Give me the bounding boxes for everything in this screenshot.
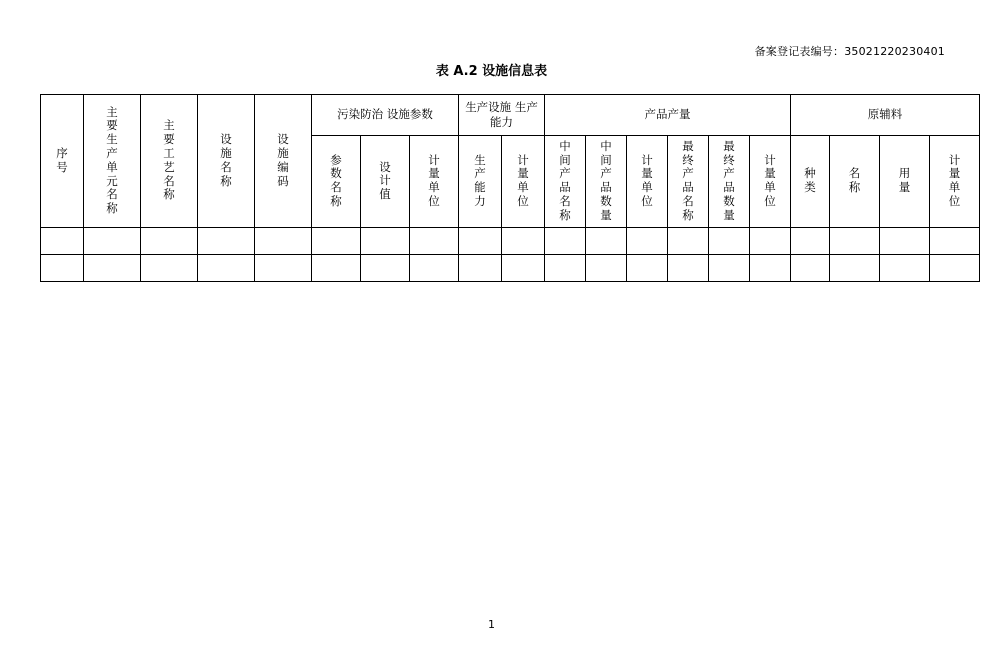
header-cell-final-product-quantity (709, 135, 750, 227)
char: 计 (517, 152, 529, 167)
header-cell-facility-name (198, 95, 255, 228)
header-cell-unit-pollution (410, 135, 459, 227)
char: 生 (474, 152, 486, 167)
char: 位 (641, 194, 653, 209)
char: 计 (379, 173, 391, 188)
char: 量 (898, 180, 911, 195)
char: 位 (428, 194, 440, 209)
char: 称 (330, 194, 342, 209)
header-group-production-facility-capacity (459, 95, 545, 136)
char: 称 (559, 207, 571, 222)
char: 设 (379, 159, 391, 174)
header-group-raw-materials (791, 95, 980, 136)
char: 数 (600, 194, 612, 209)
char: 品 (600, 180, 612, 195)
cell-intermediate-product-quantity[interactable] (586, 227, 627, 254)
cell-unit-pollution[interactable] (410, 227, 459, 254)
header-cell-intermediate-product-name (545, 135, 586, 227)
char: 间 (600, 152, 612, 167)
cell-design-value[interactable] (361, 227, 410, 254)
header-cell-unit-intermediate (627, 135, 668, 227)
table-header-group-row (41, 95, 980, 136)
cell-facility-name[interactable] (198, 254, 255, 281)
char: 要 (163, 132, 175, 147)
cell-parameter-name[interactable] (312, 227, 361, 254)
cell-unit-final[interactable] (750, 254, 791, 281)
cell-final-product-quantity[interactable] (709, 227, 750, 254)
header-cell-facility-code (255, 95, 312, 228)
char: 名 (106, 187, 118, 202)
group-label-line1: 生产设施 (465, 100, 512, 114)
char: 数 (723, 194, 735, 209)
char: 称 (220, 173, 232, 188)
header-cell-material-name (830, 135, 880, 227)
header-cell-intermediate-product-quantity (586, 135, 627, 227)
cell-material-usage[interactable] (880, 227, 930, 254)
cell-material-name[interactable] (830, 254, 880, 281)
char: 中 (559, 138, 571, 153)
cell-facility-code[interactable] (255, 254, 312, 281)
cell-final-product-quantity[interactable] (709, 254, 750, 281)
table-row[interactable] (41, 254, 980, 281)
cell-unit-capacity[interactable] (502, 254, 545, 281)
char: 量 (948, 166, 961, 181)
char: 位 (948, 194, 961, 209)
char: 施 (277, 146, 289, 161)
cell-main-process-name[interactable] (141, 254, 198, 281)
char: 最 (723, 138, 735, 153)
char: 位 (517, 194, 529, 209)
char: 名 (220, 159, 232, 174)
char: 量 (764, 166, 776, 181)
cell-unit-material[interactable] (930, 254, 980, 281)
record-code: 备案登记表编号：35021220230401 (754, 45, 945, 58)
char: 称 (106, 201, 118, 216)
char: 编 (277, 159, 289, 174)
cell-final-product-name[interactable] (668, 227, 709, 254)
char: 用 (898, 166, 911, 181)
cell-unit-capacity[interactable] (502, 227, 545, 254)
char: 单 (764, 180, 776, 195)
char: 种 (804, 166, 816, 181)
page-number: 1 (488, 618, 495, 631)
cell-unit-pollution[interactable] (410, 254, 459, 281)
char: 量 (600, 207, 612, 222)
char: 设 (277, 132, 289, 147)
char: 元 (106, 173, 118, 188)
char: 码 (277, 173, 289, 188)
char: 生 (106, 132, 118, 147)
char: 施 (220, 146, 232, 161)
group-label-line2: 生产能力 (490, 100, 538, 129)
cell-unit-intermediate[interactable] (627, 227, 668, 254)
char: 产 (723, 166, 735, 181)
cell-material-category[interactable] (791, 254, 830, 281)
page-title: 表 A.2 设施信息表 (435, 64, 548, 79)
cell-unit-final[interactable] (750, 227, 791, 254)
char: 计 (428, 152, 440, 167)
char: 能 (474, 180, 486, 195)
char: 类 (804, 180, 816, 195)
table-row[interactable] (41, 227, 980, 254)
char: 间 (559, 152, 571, 167)
char: 序 (56, 146, 68, 161)
header-cell-material-category (791, 135, 830, 227)
char: 最 (682, 138, 694, 153)
cell-material-usage[interactable] (880, 254, 930, 281)
char: 产 (474, 166, 486, 181)
header-cell-material-usage (880, 135, 930, 227)
char: 产 (559, 166, 571, 181)
cell-facility-name[interactable] (198, 227, 255, 254)
header-cell-unit-final (750, 135, 791, 227)
facility-info-table-wrapper (40, 94, 961, 282)
header-cell-production-capacity (459, 135, 502, 227)
char: 力 (474, 194, 486, 209)
header-cell-serial-number (41, 95, 84, 228)
cell-intermediate-product-quantity[interactable] (586, 254, 627, 281)
char: 主 (163, 118, 175, 133)
char: 要 (106, 118, 118, 133)
char: 产 (600, 166, 612, 181)
header-cell-design-value (361, 135, 410, 227)
char: 称 (163, 187, 175, 202)
char: 量 (641, 166, 653, 181)
char: 品 (723, 180, 735, 195)
char: 计 (764, 152, 776, 167)
char: 参 (330, 152, 342, 167)
char: 称 (848, 180, 861, 195)
char: 单 (517, 180, 529, 195)
char: 单 (428, 180, 440, 195)
char: 量 (517, 166, 529, 181)
char: 名 (559, 194, 571, 209)
group-label-line1: 原辅料 (867, 107, 903, 122)
char: 品 (559, 180, 571, 195)
cell-serial-number[interactable] (41, 227, 84, 254)
char: 中 (600, 138, 612, 153)
char: 产 (106, 146, 118, 161)
header-cell-final-product-name (668, 135, 709, 227)
cell-design-value[interactable] (361, 254, 410, 281)
char: 单 (641, 180, 653, 195)
header-cell-main-process-name (141, 95, 198, 228)
header-cell-main-production-unit-name (84, 95, 141, 228)
char: 终 (723, 152, 735, 167)
header-cell-unit-capacity (502, 135, 545, 227)
group-label-line2: 设施参数 (386, 107, 433, 122)
char: 值 (379, 187, 391, 202)
cell-intermediate-product-name[interactable] (545, 227, 586, 254)
char: 位 (764, 194, 776, 209)
header-group-product-output (545, 95, 791, 136)
char: 数 (330, 166, 342, 181)
char: 终 (682, 152, 694, 167)
char: 量 (723, 207, 735, 222)
cell-unit-intermediate[interactable] (627, 254, 668, 281)
char: 单 (948, 180, 961, 195)
char: 名 (163, 173, 175, 188)
cell-unit-material[interactable] (930, 227, 980, 254)
char: 产 (682, 166, 694, 181)
char: 工 (163, 146, 175, 161)
char: 主 (106, 104, 118, 119)
char: 设 (220, 132, 232, 147)
header-cell-unit-material (930, 135, 980, 227)
group-label-line1: 产品产量 (644, 107, 691, 122)
header-group-pollution-control-parameters (312, 95, 459, 136)
char: 量 (428, 166, 440, 181)
cell-material-name[interactable] (830, 227, 880, 254)
cell-production-capacity[interactable] (459, 227, 502, 254)
cell-facility-code[interactable] (255, 227, 312, 254)
char: 名 (682, 194, 694, 209)
cell-production-capacity[interactable] (459, 254, 502, 281)
char: 品 (682, 180, 694, 195)
cell-main-production-unit-name[interactable] (84, 254, 141, 281)
char: 计 (948, 152, 961, 167)
group-label-line1: 污染防治 (337, 107, 384, 122)
cell-intermediate-product-name[interactable] (545, 254, 586, 281)
char: 单 (106, 159, 118, 174)
cell-serial-number[interactable] (41, 254, 84, 281)
char: 艺 (163, 159, 175, 174)
char: 名 (330, 180, 342, 195)
char: 计 (641, 152, 653, 167)
facility-info-table (40, 94, 980, 282)
header-cell-parameter-name (312, 135, 361, 227)
cell-final-product-name[interactable] (668, 254, 709, 281)
char: 号 (56, 159, 68, 174)
cell-material-category[interactable] (791, 227, 830, 254)
cell-parameter-name[interactable] (312, 254, 361, 281)
char: 名 (848, 166, 861, 181)
cell-main-process-name[interactable] (141, 227, 198, 254)
cell-main-production-unit-name[interactable] (84, 227, 141, 254)
char: 称 (682, 207, 694, 222)
